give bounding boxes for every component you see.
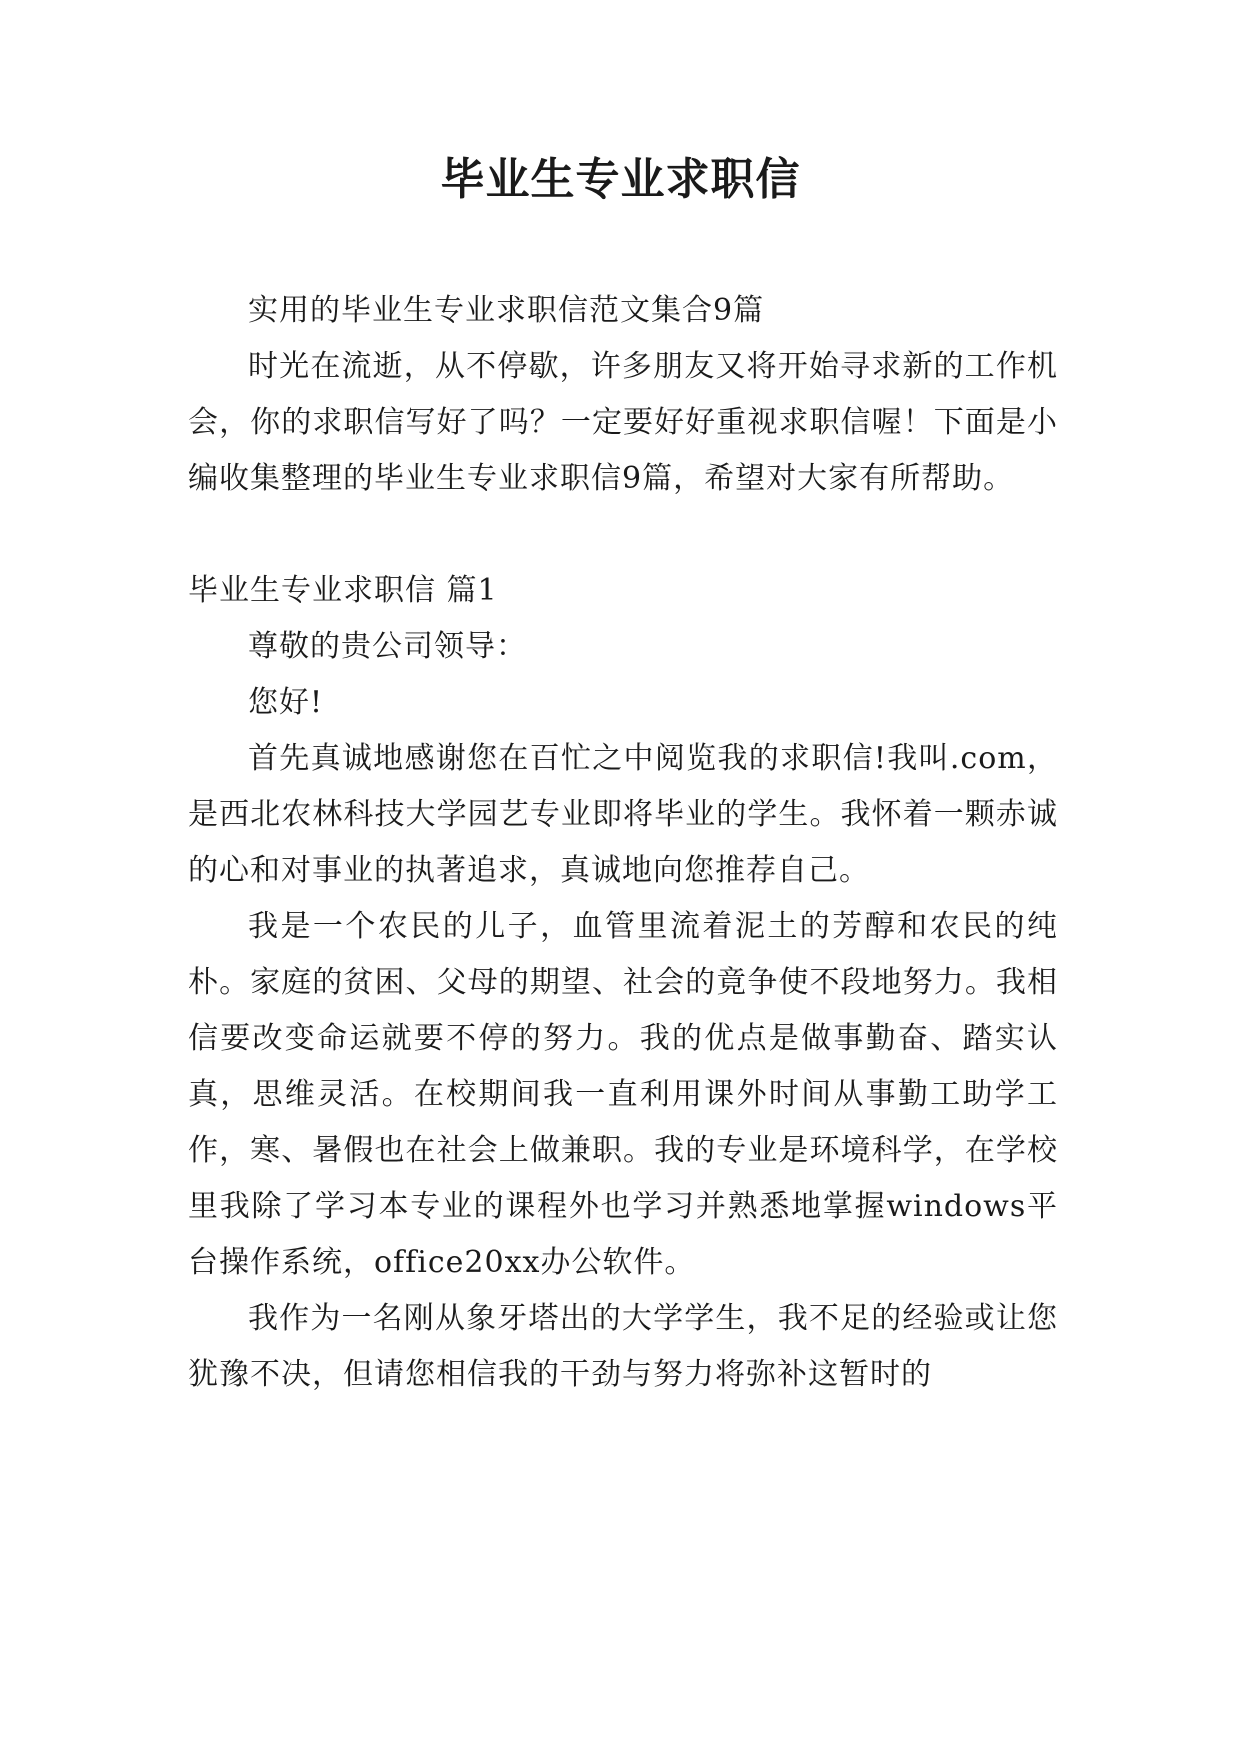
letter-paragraph: 首先真诚地感谢您在百忙之中阅览我的求职信!我叫.com，是西北农林科技大学园艺专业即将毕业的学生。我怀着一颗赤诚的心和对事业的执著追求，真诚地向您推荐自己。	[188, 741, 1058, 888]
intro-paragraph: 时光在流逝，从不停歇，许多朋友又将开始寻求新的工作机会，你的求职信写好了吗？一定要好好重视求职信喔！下面是小编收集整理的毕业生专业求职信9篇，希望对大家有所帮助。	[188, 349, 1058, 496]
letter-paragraph: 我是一个农民的儿子，血管里流着泥土的芳醇和农民的纯朴。家庭的贫困、父母的期望、社会的竟争使不段地努力。我相信要改变命运就要不停的努力。我的优点是做事勤奋、踏实认真，思维灵活。在校期间我一直利用课外时间从事勤工助学工作，寒、暑假也在社会上做兼职。我的专业是环境科学，在学校里我除了学习本专业的课程外也学习并熟悉地掌握windows平台操作系统，office20xx办公软件。	[188, 909, 1058, 1280]
intro-subtitle: 实用的毕业生专业求职信范文集合9篇	[248, 293, 765, 328]
letter-salutation: 尊敬的贵公司领导：	[248, 629, 527, 664]
section-spacer	[188, 507, 1058, 563]
document-body	[188, 283, 1058, 1403]
document-title: 毕业生专业求职信	[440, 154, 801, 205]
letter-greeting: 您好!	[248, 685, 324, 720]
letter-paragraph: 我作为一名刚从象牙塔出的大学学生，我不足的经验或让您犹豫不决，但请您相信我的干劲与努力将弥补这暂时的	[188, 1301, 1058, 1392]
section-heading: 毕业生专业求职信 篇1	[188, 573, 498, 608]
